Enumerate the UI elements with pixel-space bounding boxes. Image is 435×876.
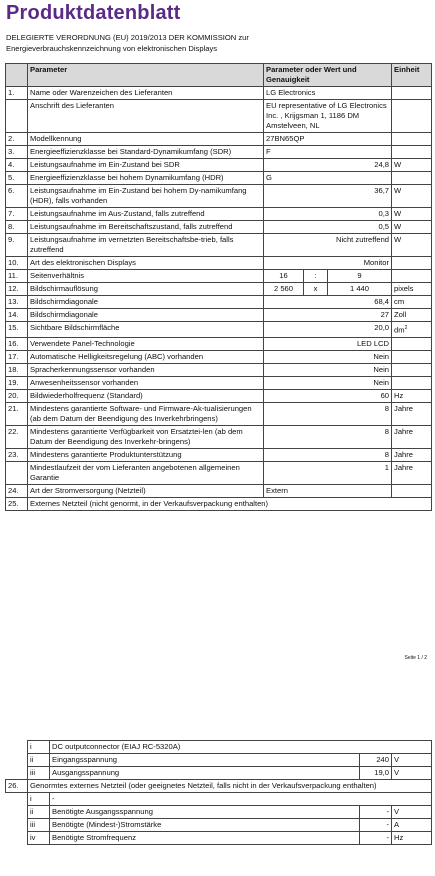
sub-number: ii — [28, 806, 50, 819]
row-unit: W — [392, 221, 432, 234]
table-row — [6, 185, 432, 208]
indent-cell — [6, 819, 28, 832]
row-value: 60 — [264, 389, 392, 402]
row-number: 8. — [6, 221, 28, 234]
row-parameter: Externes Netzteil (nicht genormt, in der Verkaufsverpackung enthalten) — [28, 497, 432, 510]
row-number: 10. — [6, 257, 28, 270]
table-row — [6, 350, 432, 363]
table-row — [6, 146, 432, 159]
sub-number: i — [28, 741, 50, 754]
table-row — [6, 87, 432, 100]
row-parameter: Sichtbare Bildschirmfläche — [28, 322, 264, 338]
row-parameter: Mindestlaufzeit der vom Lieferanten angebotenen allgemeinen Garantie — [28, 461, 264, 484]
row-parameter: Automatische Helligkeitsregelung (ABC) vorhanden — [28, 350, 264, 363]
row-unit — [392, 376, 432, 389]
row-value: 8 — [264, 448, 392, 461]
row-value: Nein — [264, 363, 392, 376]
row-unit — [392, 100, 432, 133]
row-number: 23. — [6, 448, 28, 461]
row-value: Nicht zutreffend — [264, 234, 392, 257]
table-row — [6, 283, 432, 296]
table-row — [6, 484, 432, 497]
sub-value: 19,0 — [360, 767, 392, 780]
row-unit: Zoll — [392, 309, 432, 322]
row-parameter: Leistungsaufnahme im Ein-Zustand bei SDR — [28, 159, 264, 172]
row-unit: Jahre — [392, 425, 432, 448]
table-row — [6, 741, 432, 754]
indent-cell — [6, 767, 28, 780]
row-parameter: Bildwiederholfrequenz (Standard) — [28, 389, 264, 402]
table-row — [6, 425, 432, 448]
row-unit: Jahre — [392, 461, 432, 484]
sub-parameter: Ausgangsspannung — [50, 767, 360, 780]
row-value: 1 — [264, 461, 392, 484]
indent-cell — [6, 741, 28, 754]
row-value: 0,3 — [264, 208, 392, 221]
table-row — [6, 754, 432, 767]
row-number: 26. — [6, 780, 28, 793]
row-value: Nein — [264, 376, 392, 389]
table-row — [6, 172, 432, 185]
table-row — [6, 389, 432, 402]
row-parameter: Leistungsaufnahme im Bereitschaftszustand, falls zutreffend — [28, 221, 264, 234]
row-number: 9. — [6, 234, 28, 257]
row-parameter: Bildschirmauflösung — [28, 283, 264, 296]
row-unit: W — [392, 185, 432, 208]
resolution-height: 1 440 — [328, 283, 392, 296]
indent-cell — [6, 832, 28, 845]
row-parameter: Seitenverhältnis — [28, 270, 264, 283]
table-row — [6, 767, 432, 780]
row-number: 19. — [6, 376, 28, 389]
row-number — [6, 461, 28, 484]
indent-cell — [6, 793, 28, 806]
row-unit: Hz — [392, 389, 432, 402]
row-number: 13. — [6, 296, 28, 309]
row-value: Nein — [264, 350, 392, 363]
document-title: Produktdatenblatt — [6, 2, 181, 24]
header-value: Parameter oder Wert und Genauigkeit — [264, 64, 392, 87]
row-value: 0,5 — [264, 221, 392, 234]
resolution-width: 2 560 — [264, 283, 304, 296]
table-row — [6, 309, 432, 322]
table-row — [6, 100, 432, 133]
regulation-subtitle — [6, 32, 431, 54]
sub-unit: V — [392, 754, 432, 767]
row-parameter: Anwesenheitssensor vorhanden — [28, 376, 264, 389]
subtitle-line-2: Energieverbrauchskennzeichnung von elektronischen Displays — [6, 44, 218, 53]
row-unit — [392, 363, 432, 376]
sub-parameter: Benötigte Ausgangsspannung — [50, 806, 360, 819]
row-number: 11. — [6, 270, 28, 283]
table-row — [6, 448, 432, 461]
table-row — [6, 221, 432, 234]
row-number: 15. — [6, 322, 28, 338]
row-parameter: Art des elektronischen Displays — [28, 257, 264, 270]
table-row — [6, 208, 432, 221]
table-row — [6, 337, 432, 350]
unit-superscript: 2 — [404, 325, 408, 331]
power-supply-table — [5, 740, 432, 845]
page-number: Seite 1 / 2 — [404, 655, 427, 661]
row-parameter: Leistungsaufnahme im vernetzten Bereitschaftsbe-trieb, falls zutreffend — [28, 234, 264, 257]
row-unit: pixels — [392, 283, 432, 296]
sub-number: ii — [28, 754, 50, 767]
row-unit: W — [392, 208, 432, 221]
row-parameter: Leistungsaufnahme im Ein-Zustand bei hohem Dy-namikumfang (HDR), falls vorhanden — [28, 185, 264, 208]
table-row — [6, 296, 432, 309]
sub-parameter: Benötigte (Mindest-)Stromstärke — [50, 819, 360, 832]
sub-unit: V — [392, 767, 432, 780]
row-unit: Jahre — [392, 402, 432, 425]
table-row — [6, 363, 432, 376]
unit-text: dm — [394, 325, 405, 335]
row-value: 68,4 — [264, 296, 392, 309]
sub-unit: V — [392, 806, 432, 819]
row-unit — [392, 270, 432, 283]
row-value: Monitor — [264, 257, 392, 270]
sub-parameter: Eingangsspannung — [50, 754, 360, 767]
table-row — [6, 159, 432, 172]
sub-parameter: - — [50, 793, 432, 806]
row-number: 14. — [6, 309, 28, 322]
row-parameter: Mindestens garantierte Verfügbarkeit von Ersatztei-len (ab dem Datum der Beendigung des Inverkehr-bringens) — [28, 425, 264, 448]
sub-number: iv — [28, 832, 50, 845]
product-data-table — [5, 63, 432, 511]
row-unit: cm — [392, 296, 432, 309]
sub-number: iii — [28, 819, 50, 832]
row-value: EU representative of LG Electronics Inc. , Krijgsman 1, 1186 DM Amstelveen, NL — [264, 100, 392, 133]
sub-parameter: DC outputconnector (EIAJ RC-5320A) — [50, 741, 432, 754]
table-header-row — [6, 64, 432, 87]
row-value: LG Electronics — [264, 87, 392, 100]
subtitle-line-1: DELEGIERTE VERORDNUNG (EU) 2019/2013 DER KOMMISSION zur — [6, 33, 249, 42]
row-parameter: Mindestens garantierte Software- und Firmware-Ak-tualisierungen (ab dem Datum der Beendigung des Inverkehrbringens) — [28, 402, 264, 425]
row-value: 8 — [264, 425, 392, 448]
row-number: 5. — [6, 172, 28, 185]
row-number: 2. — [6, 133, 28, 146]
table-row — [6, 322, 432, 338]
row-number: 7. — [6, 208, 28, 221]
row-parameter: Energieeffizienzklasse bei Standard-Dynamikumfang (SDR) — [28, 146, 264, 159]
row-parameter: Anschrift des Lieferanten — [28, 100, 264, 133]
row-value: 20,0 — [264, 322, 392, 338]
row-parameter: Energieeffizienzklasse bei hohem Dynamikumfang (HDR) — [28, 172, 264, 185]
row-number: 1. — [6, 87, 28, 100]
row-parameter: Bildschirmdiagonale — [28, 296, 264, 309]
row-unit — [392, 257, 432, 270]
row-unit — [392, 172, 432, 185]
row-unit — [392, 322, 432, 338]
table-row — [6, 793, 432, 806]
row-number: 21. — [6, 402, 28, 425]
table-row — [6, 133, 432, 146]
row-unit — [392, 350, 432, 363]
row-number: 3. — [6, 146, 28, 159]
row-number: 20. — [6, 389, 28, 402]
row-unit — [392, 133, 432, 146]
sub-unit: A — [392, 819, 432, 832]
row-unit: W — [392, 234, 432, 257]
aspect-width: 16 — [264, 270, 304, 283]
header-parameter: Parameter — [28, 64, 264, 87]
row-number: 4. — [6, 159, 28, 172]
row-unit — [392, 146, 432, 159]
row-parameter: Genormtes externes Netzteil (oder geeignetes Netzteil, falls nicht in der Verkaufsverpackung enthalten) — [28, 780, 432, 793]
sub-value: - — [360, 806, 392, 819]
row-value: 8 — [264, 402, 392, 425]
row-value: 27 — [264, 309, 392, 322]
row-value: F — [264, 146, 392, 159]
sub-value: - — [360, 819, 392, 832]
row-value: 24,8 — [264, 159, 392, 172]
row-parameter: Verwendete Panel-Technologie — [28, 337, 264, 350]
row-number: 6. — [6, 185, 28, 208]
sub-number: i — [28, 793, 50, 806]
row-number: 17. — [6, 350, 28, 363]
table-row — [6, 270, 432, 283]
indent-cell — [6, 806, 28, 819]
row-parameter: Modellkennung — [28, 133, 264, 146]
table-row — [6, 832, 432, 845]
row-parameter: Leistungsaufnahme im Aus-Zustand, falls zutreffend — [28, 208, 264, 221]
row-number: 24. — [6, 484, 28, 497]
row-number — [6, 100, 28, 133]
table-row — [6, 257, 432, 270]
table-row — [6, 806, 432, 819]
row-number: 25. — [6, 497, 28, 510]
aspect-separator: : — [304, 270, 328, 283]
row-parameter: Spracherkennungssensor vorhanden — [28, 363, 264, 376]
sub-number: iii — [28, 767, 50, 780]
row-unit — [392, 484, 432, 497]
row-unit — [392, 337, 432, 350]
indent-cell — [6, 754, 28, 767]
row-unit — [392, 87, 432, 100]
sub-unit: Hz — [392, 832, 432, 845]
row-value: Extern — [264, 484, 392, 497]
resolution-separator: x — [304, 283, 328, 296]
row-number: 22. — [6, 425, 28, 448]
aspect-height: 9 — [328, 270, 392, 283]
table-row — [6, 234, 432, 257]
table-row — [6, 402, 432, 425]
row-parameter: Art der Stromversorgung (Netzteil) — [28, 484, 264, 497]
table-row — [6, 497, 432, 510]
sub-value: - — [360, 832, 392, 845]
row-unit: Jahre — [392, 448, 432, 461]
row-parameter: Mindestens garantierte Produktunterstützung — [28, 448, 264, 461]
row-parameter: Name oder Warenzeichen des Lieferanten — [28, 87, 264, 100]
row-value: 36,7 — [264, 185, 392, 208]
row-number: 12. — [6, 283, 28, 296]
table-row — [6, 819, 432, 832]
table-row — [6, 461, 432, 484]
row-number: 18. — [6, 363, 28, 376]
sub-parameter: Benötigte Stromfrequenz — [50, 832, 360, 845]
row-value: G — [264, 172, 392, 185]
row-parameter: Bildschirmdiagonale — [28, 309, 264, 322]
row-value: 27BN65QP — [264, 133, 392, 146]
header-number — [6, 64, 28, 87]
row-number: 16. — [6, 337, 28, 350]
header-unit: Einheit — [392, 64, 432, 87]
table-row — [6, 376, 432, 389]
row-value: LED LCD — [264, 337, 392, 350]
row-unit: W — [392, 159, 432, 172]
sub-value: 240 — [360, 754, 392, 767]
table-row — [6, 780, 432, 793]
